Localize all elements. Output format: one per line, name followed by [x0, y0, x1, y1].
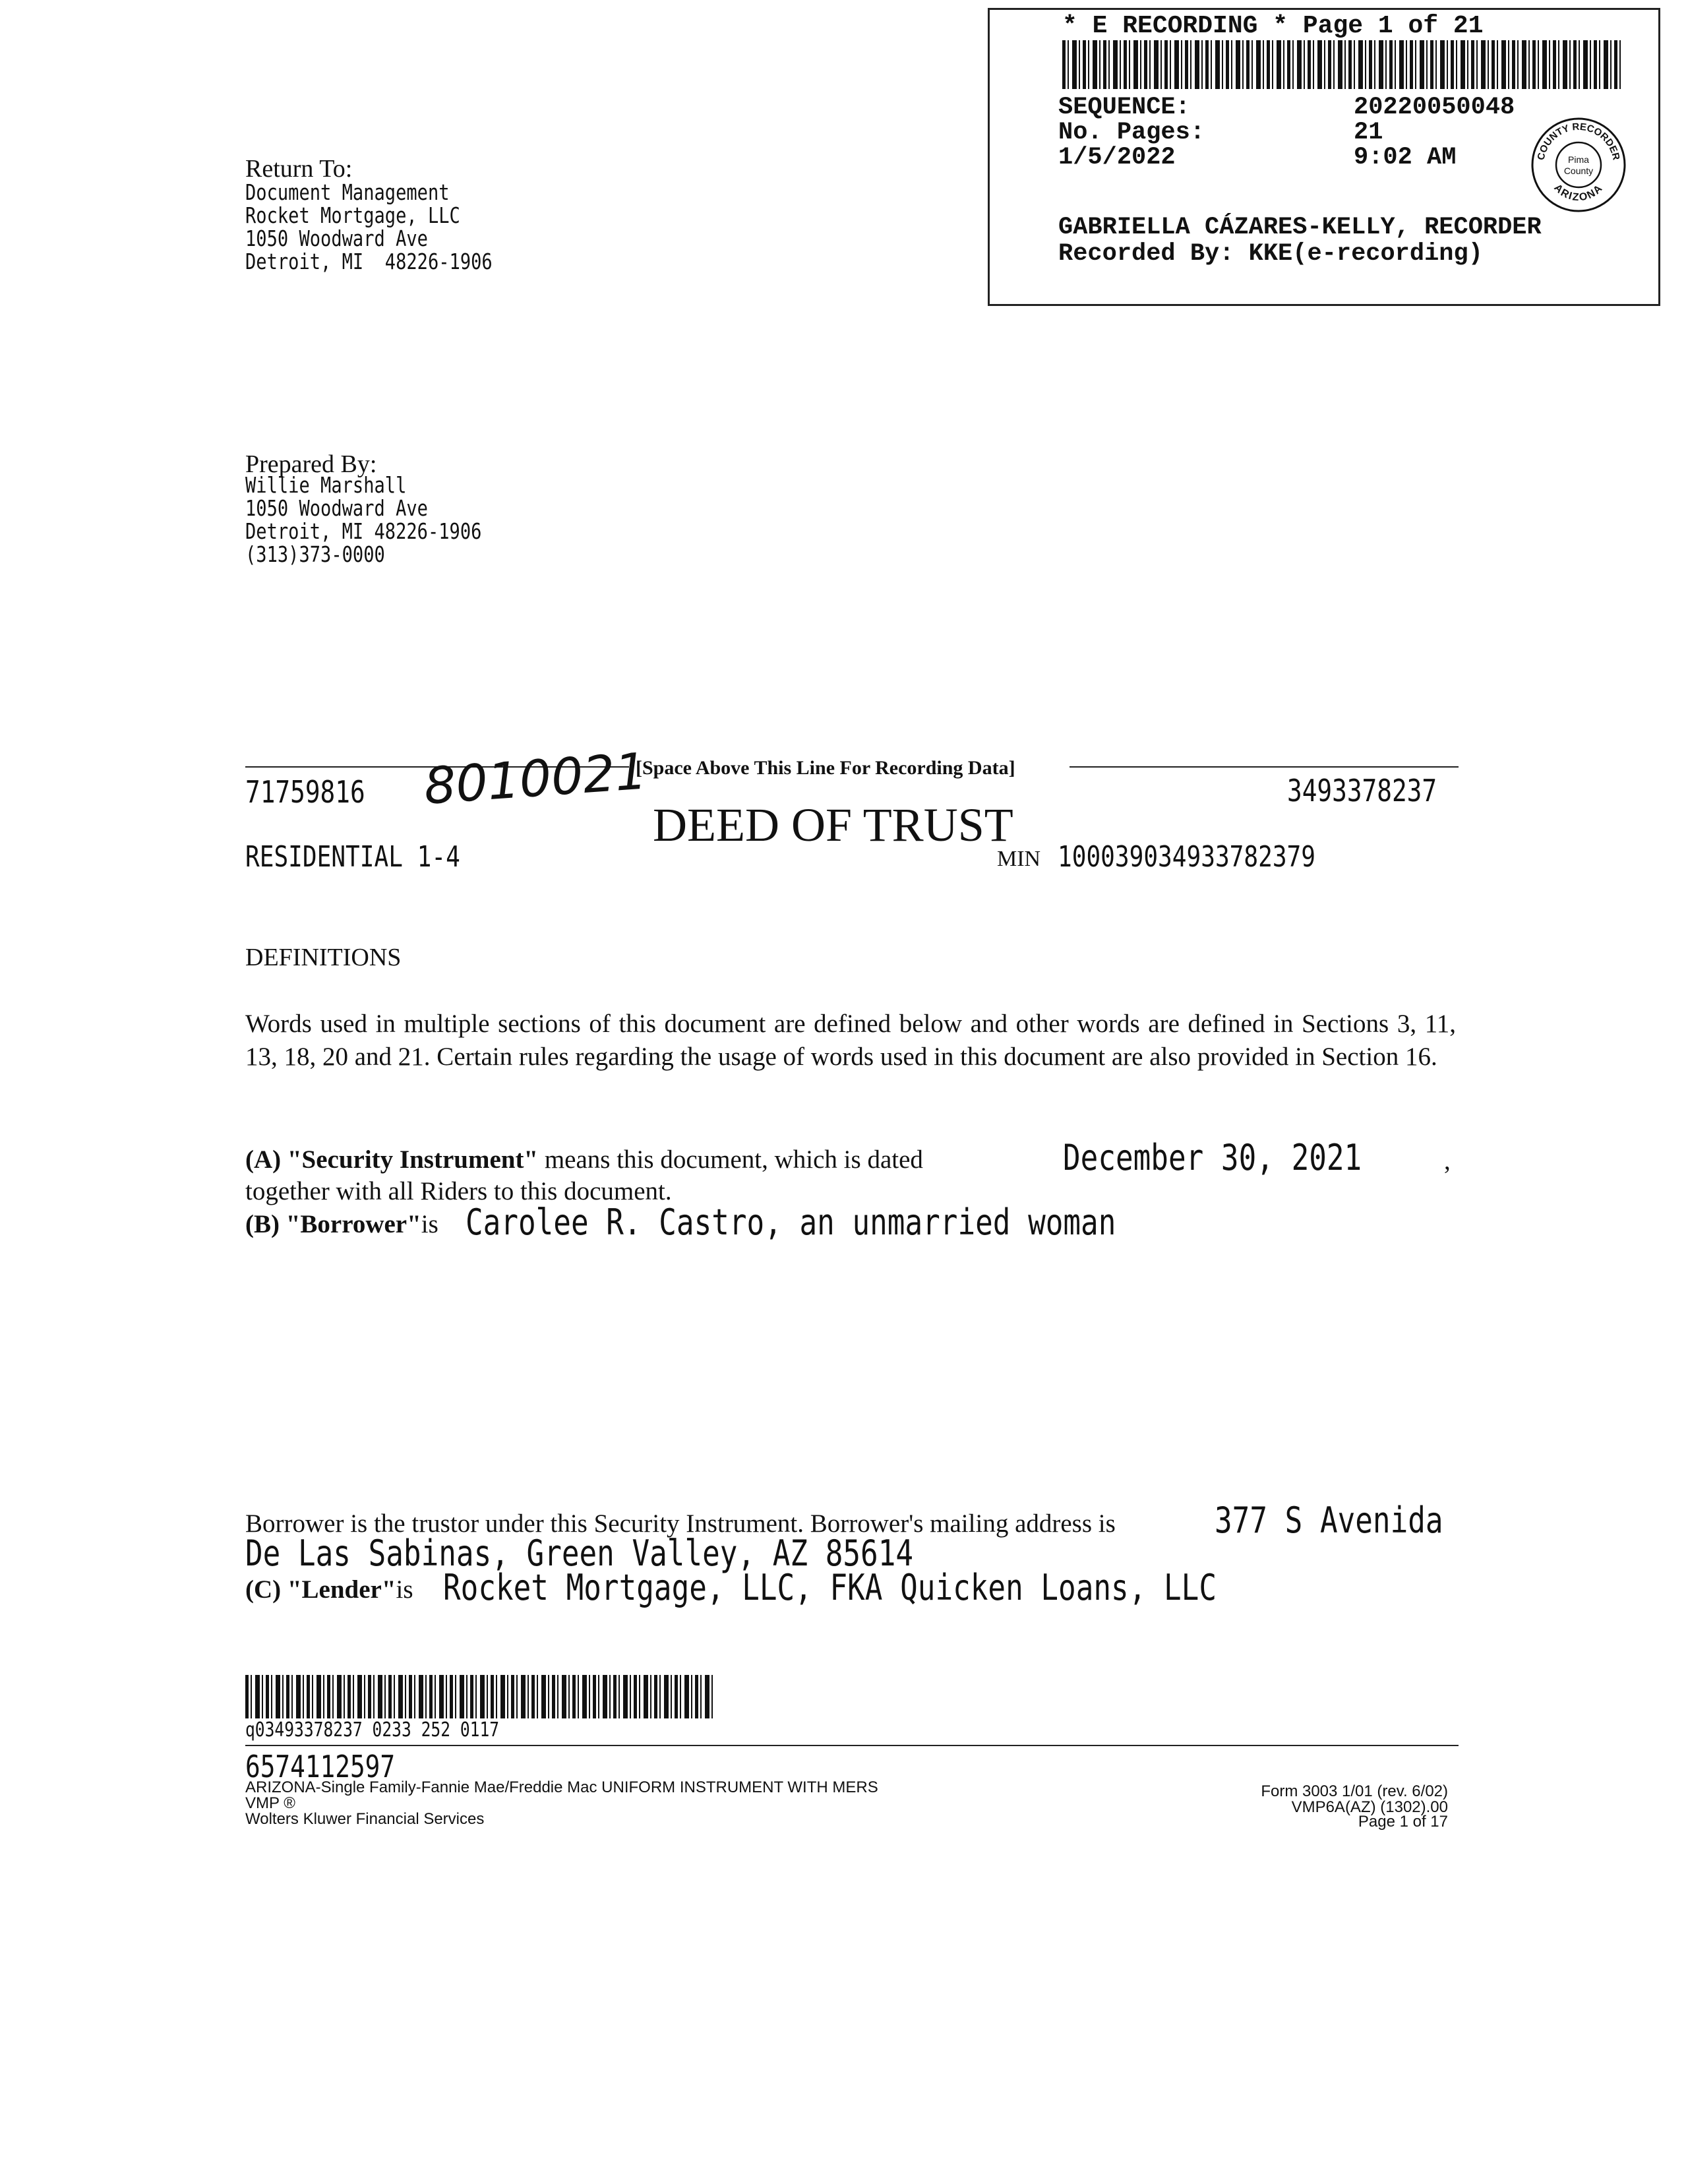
footer-publisher: Wolters Kluwer Financial Services	[245, 1810, 485, 1828]
prepared-by-heading: Prepared By:	[245, 450, 377, 478]
return-to-line: Rocket Mortgage, LLC	[245, 202, 460, 228]
recorded-by: Recorded By: KKE(e-recording)	[1058, 240, 1483, 268]
definition-a-label: (A) "Security Instrument"	[245, 1145, 539, 1174]
return-to-address	[245, 181, 493, 273]
definition-c-is: is	[396, 1575, 413, 1604]
definition-b-label: (B) "Borrower"	[245, 1210, 421, 1238]
seal-bottom-text: ARIZONA	[1552, 182, 1606, 204]
min-label: MIN	[997, 847, 1041, 871]
footer-form-number: Form 3003 1/01 (rev. 6/02)	[1261, 1782, 1448, 1800]
recording-date: 1/5/2022	[1058, 144, 1176, 171]
return-to-line: 1050 Woodward Ave	[245, 226, 428, 251]
recorder-name: GABRIELLA CÁZARES-KELLY, RECORDER	[1058, 214, 1542, 241]
min-value: 100039034933782379	[1058, 840, 1315, 874]
reference-number: 3493378237	[1287, 773, 1437, 808]
loan-number: 71759816	[245, 774, 365, 810]
sequence-label: SEQUENCE:	[1058, 94, 1190, 121]
borrower-name: Carolee R. Castro, an unmarried woman	[466, 1201, 1116, 1243]
seal-center-text-1: Pima	[1568, 154, 1589, 165]
footer-number: 6574112597	[245, 1749, 396, 1784]
return-to-heading: Return To:	[245, 155, 353, 183]
residential-label: RESIDENTIAL 1-4	[245, 840, 460, 874]
footer-page-number: Page 1 of 17	[1358, 1813, 1448, 1831]
definition-a	[245, 1145, 923, 1174]
definition-c-label: (C) "Lender"	[245, 1575, 396, 1604]
return-to-line: Document Management	[245, 179, 450, 205]
seal-center-text-2: County	[1563, 166, 1594, 176]
mailing-address-part1: 377 S Avenida	[1215, 1500, 1443, 1541]
prepared-by-line: Willie Marshall	[245, 472, 407, 498]
definition-a-text: means this document, which is dated	[544, 1145, 923, 1174]
recording-time: 9:02 AM	[1354, 144, 1457, 171]
recording-header: * E RECORDING * Page 1 of 21	[1062, 12, 1484, 40]
sequence-value: 20220050048	[1354, 94, 1515, 121]
security-instrument-date: December 30, 2021	[1063, 1137, 1362, 1178]
barcode-text: q03493378237 0233 252 0117	[245, 1718, 500, 1742]
svg-text:ARIZONA	[1552, 182, 1605, 203]
definitions-intro: Words used in multiple sections of this document are defined below and other words are defined in Sections 3, 11, 13, 18, 20 and 21. Certain rules regarding the usage of words used in this document are also provided in Section 16.	[245, 1010, 1456, 1071]
seal-top-text: COUNTY RECORDER	[1535, 121, 1622, 162]
prepared-by-line: Detroit, MI 48226-1906	[245, 518, 482, 544]
recording-barcode	[1062, 40, 1623, 89]
mailing-address-part2: De Las Sabinas, Green Valley, AZ 85614	[245, 1532, 914, 1574]
footer-divider	[245, 1745, 1459, 1746]
recording-stamp	[988, 8, 1660, 306]
definition-b	[245, 1209, 438, 1239]
definitions-heading: DEFINITIONS	[245, 944, 402, 971]
definition-b-is: is	[421, 1210, 438, 1238]
trustor-text: Borrower is the trustor under this Security Instrument. Borrower's mailing address is	[245, 1509, 1116, 1538]
footer-vmp: VMP ®	[245, 1794, 295, 1812]
county-seal	[1529, 115, 1628, 214]
definition-c	[245, 1575, 413, 1604]
return-to-line: Detroit, MI 48226-1906	[245, 249, 493, 274]
document-barcode	[245, 1675, 715, 1718]
prepared-by-line: 1050 Woodward Ave	[245, 495, 428, 521]
document-title: DEED OF TRUST	[653, 799, 1013, 851]
pages-value: 21	[1354, 119, 1383, 146]
prepared-by-address	[245, 473, 481, 566]
prepared-by-line: (313)373-0000	[245, 541, 385, 567]
date-comma: ,	[1444, 1147, 1451, 1175]
pages-label: No. Pages:	[1058, 119, 1205, 146]
footer-form-code: VMP6A(AZ) (1302).00	[1291, 1798, 1448, 1816]
handwritten-number: 8010021	[422, 741, 649, 816]
definition-a-continued: together with all Riders to this document.	[245, 1177, 672, 1205]
divider-right	[1070, 766, 1459, 768]
footer-form-description: ARIZONA-Single Family-Fannie Mae/Freddie Mac UNIFORM INSTRUMENT WITH MERS	[245, 1778, 878, 1796]
space-above-label: [Space Above This Line For Recording Data]	[636, 757, 1015, 779]
lender-name: Rocket Mortgage, LLC, FKA Quicken Loans, LLC	[443, 1567, 1217, 1608]
